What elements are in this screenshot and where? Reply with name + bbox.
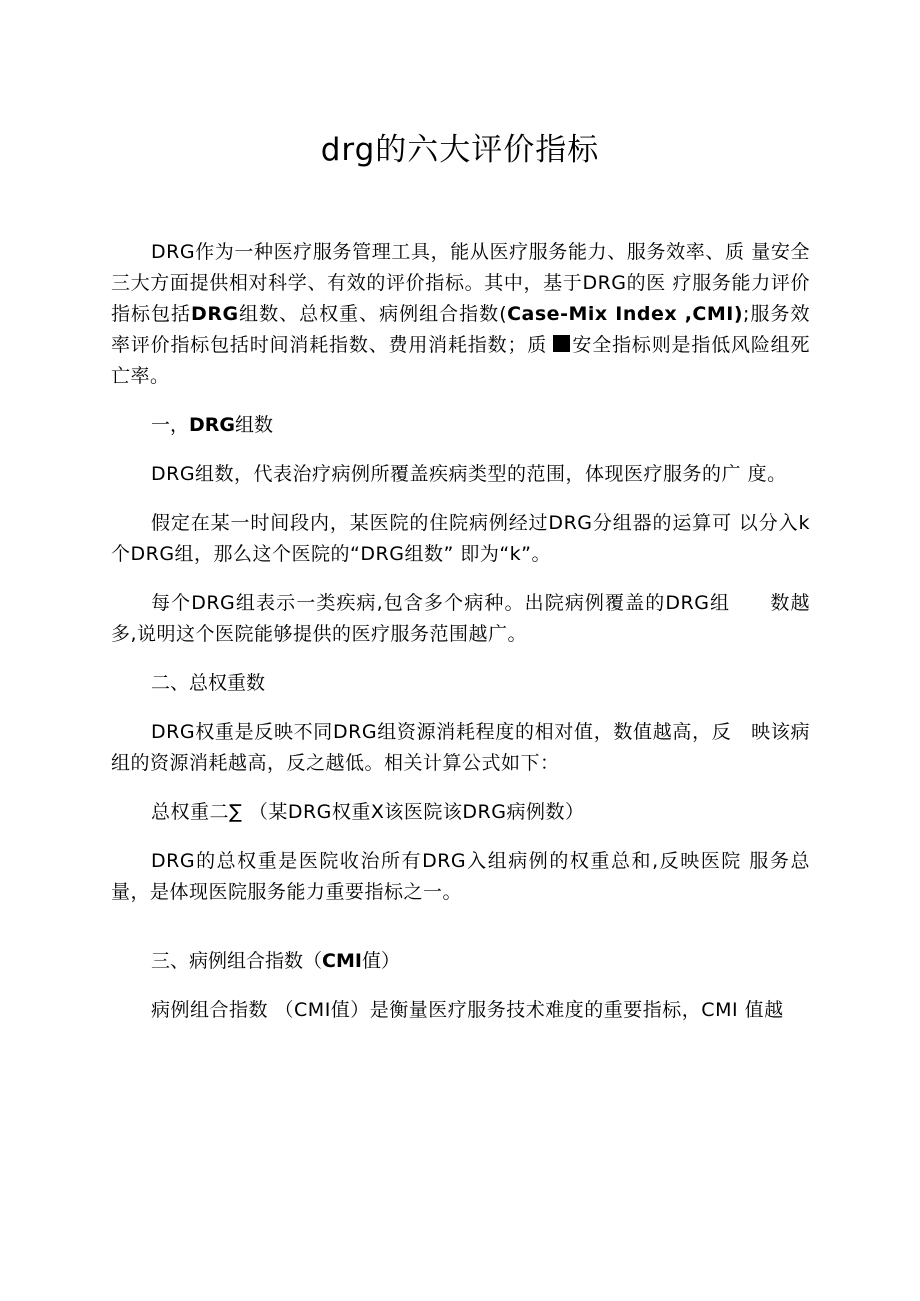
section1-heading-bold: DRG xyxy=(189,414,236,436)
section1-paragraph-1: DRG组数，代表治疗病例所覆盖疾病类型的范围，体现医疗服务的广 度。 xyxy=(151,463,787,485)
section3-heading-prefix: 三、病例组合指数（ xyxy=(151,950,323,972)
section3-paragraph-1: 病例组合指数 （CMI值）是衡量医疗服务技术难度的重要指标，CMI 值越 xyxy=(151,999,784,1021)
intro-text-1: DRG作为一种医疗服务管理工具，能从医疗服务能力、服务效率、质 量安全三大方面提供相对科学、有效的评价指标。其中，基于DRG的医 疗服务能力评价指标包括 xyxy=(111,241,810,325)
section3-heading-suffix: 值） xyxy=(361,950,400,972)
section3-heading-bold: CMI xyxy=(322,950,362,972)
section2-paragraph-1: DRG权重是反映不同DRG组资源消耗程度的相对值，数值越高，反 映该病组的资源消耗越高，反之越低。相关计算公式如下： xyxy=(111,721,810,774)
section3-heading xyxy=(111,946,810,977)
black-square-icon xyxy=(553,335,570,352)
intro-text-4: 安全指标则是指低风险组死亡率。 xyxy=(111,334,810,387)
section2-formula: 总权重二∑ （某DRG权重X该医院该DRG病例数） xyxy=(151,801,585,823)
document-body xyxy=(111,237,810,1026)
section1-paragraph-2: 假定在某一时间段内，某医院的住院病例经过DRG分组器的运算可 以分入k个DRG组，那么这个医院的“DRG组数” 即为“k”。 xyxy=(111,512,810,565)
intro-paragraph xyxy=(111,237,810,392)
section2-paragraph-2: DRG的总权重是医院收治所有DRG入组病例的权重总和,反映医院 服务总量，是体现医院服务能力重要指标之一。 xyxy=(111,850,810,903)
section1-heading-suffix: 组数 xyxy=(235,414,274,436)
intro-text-3: ;服务效率评价指标包括时间消耗指数、费用消耗指数；质 xyxy=(111,303,810,356)
section2-heading: 二、总权重数 xyxy=(151,672,266,694)
section1-heading-prefix: 一， xyxy=(151,414,190,436)
section1-heading xyxy=(111,410,810,441)
intro-bold-drg: DRG xyxy=(191,303,239,325)
section1-paragraph-3: 每个DRG组表示一类疾病,包含多个病种。出院病例覆盖的DRG组 数越多,说明这个医院能够提供的医疗服务范围越广。 xyxy=(111,592,810,645)
document-title: drg的六大评价指标 xyxy=(320,132,600,168)
intro-bold-cmi: Case-Mix Index ,CMI) xyxy=(507,303,744,325)
intro-text-2: 组数、总权重、病例组合指数( xyxy=(238,303,508,325)
